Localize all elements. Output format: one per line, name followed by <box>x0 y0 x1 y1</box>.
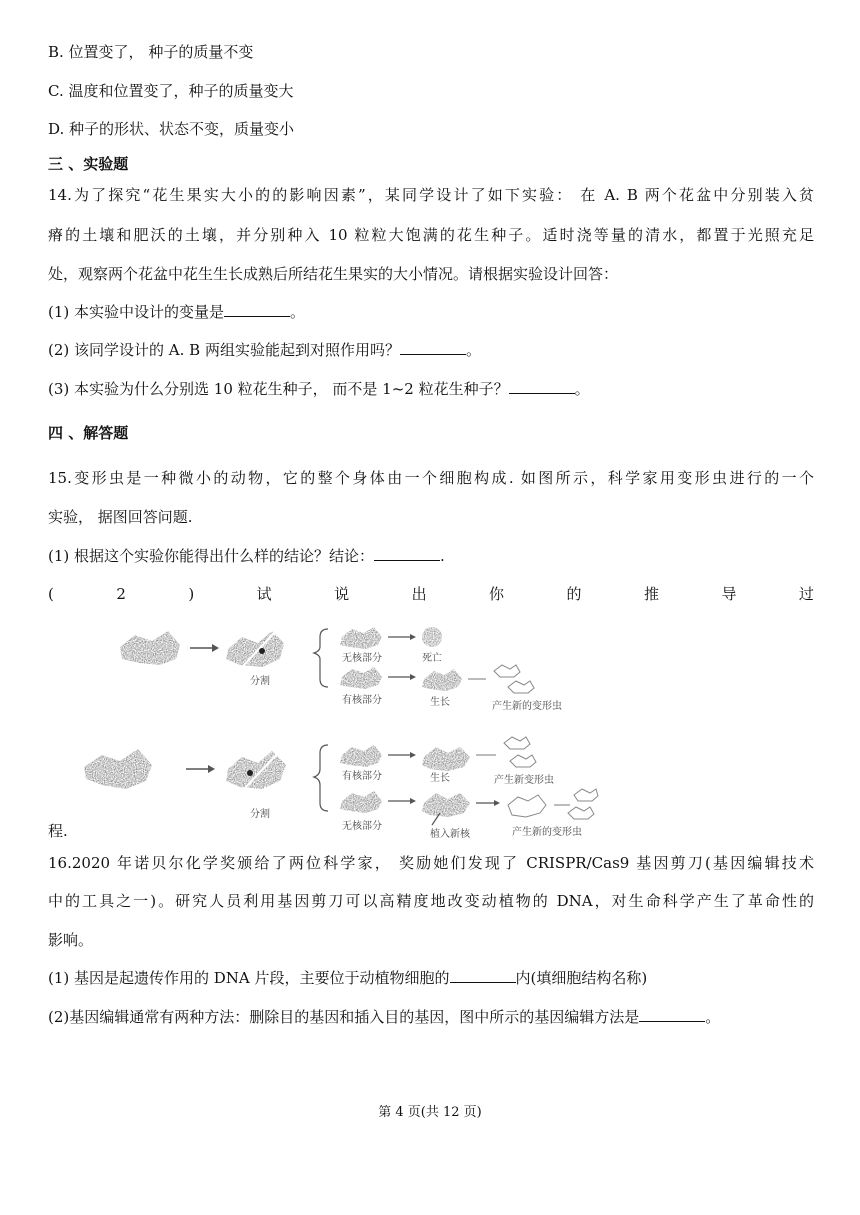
answer-blank[interactable] <box>450 968 516 983</box>
q14-sub1 <box>48 301 305 323</box>
q15-line1: 15.变形虫是一种微小的动物，它的整个身体由一个细胞构成. 如图所示，科学家用变形虫进行的一个 <box>48 469 814 487</box>
q14-sub2-end: 。 <box>465 341 481 359</box>
answer-blank[interactable] <box>509 379 575 394</box>
amoeba-experiment-diagram <box>80 617 600 842</box>
spaced-char: 过 <box>798 585 814 603</box>
arrow-head <box>494 800 500 806</box>
option-c: C. 温度和位置变了，种子的质量变大 <box>48 82 294 100</box>
option-b: B. 位置变了， 种子的质量不变 <box>48 43 254 61</box>
amoeba-nucleus-bottom <box>340 745 382 767</box>
amoeba-new-bottom-3 <box>574 789 598 801</box>
q16-sub2-end: 。 <box>705 1008 721 1026</box>
arrow-head <box>410 634 416 640</box>
answer-blank[interactable] <box>374 546 440 561</box>
section-3-heading: 三 、实验题 <box>48 155 129 173</box>
amoeba-new-bottom-2 <box>510 755 536 767</box>
label-split-top: 分割 <box>250 676 270 687</box>
amoeba-no-nucleus-bottom <box>340 791 382 813</box>
q14-sub3-end: 。 <box>574 380 590 398</box>
q16-line3: 影响。 <box>48 931 94 949</box>
spaced-char: 试 <box>256 585 272 603</box>
q16-sub1-text: (1) 基因是起遗传作用的 DNA 片段，主要位于动植物细胞的 <box>48 969 450 987</box>
bottom-row <box>84 737 598 840</box>
spaced-char: 的 <box>566 585 582 603</box>
q14-sub1-end: 。 <box>290 303 306 321</box>
amoeba-implanted <box>422 793 470 817</box>
label-grow-top: 生长 <box>430 697 450 708</box>
amoeba-new-bottom-1 <box>504 737 530 749</box>
amoeba-growing-top <box>422 669 462 691</box>
top-row <box>120 627 562 712</box>
spaced-char: 说 <box>334 585 350 603</box>
option-d: D. 种子的形状、状态不变，质量变小 <box>48 120 295 138</box>
spaced-char: 推 <box>643 585 659 603</box>
q16-line1: 16.2020 年诺贝尔化学奖颁给了两位科学家， 奖励她们发现了 CRISPR/Cas9 基因剪刀(基因编辑技术 <box>48 854 814 872</box>
label-new-bottom-1: 产生新变形虫 <box>494 775 554 786</box>
amoeba-nucleus-top <box>340 667 382 689</box>
page-footer: 第 4 页(共 12 页) <box>378 1105 482 1120</box>
arrow-head <box>212 644 219 652</box>
answer-blank[interactable] <box>224 302 290 317</box>
spaced-char: 2 <box>116 585 126 603</box>
spaced-char: ( <box>48 585 54 603</box>
label-nucleus-bottom: 有核部分 <box>342 771 382 782</box>
spaced-char: 导 <box>721 585 737 603</box>
spaced-char: 你 <box>489 585 505 603</box>
answer-blank[interactable] <box>639 1007 705 1022</box>
arrow-head <box>410 674 416 680</box>
q14-line2: 瘠的土壤和肥沃的土壤，并分别种入 10 粒粒大饱满的花生种子。适时浇等量的清水，都置于光照充足 <box>48 226 814 244</box>
amoeba-split-top <box>226 631 284 667</box>
label-no-nucleus-top: 无核部分 <box>342 653 382 664</box>
q16-sub2 <box>48 1006 720 1028</box>
q15-sub1-end: . <box>440 547 445 565</box>
q16-sub1 <box>48 967 647 989</box>
section-4-heading: 四 、解答题 <box>48 424 129 442</box>
amoeba-growing-bottom <box>422 747 470 771</box>
label-grow-bottom: 生长 <box>430 773 450 784</box>
amoeba-whole-bottom <box>84 749 152 789</box>
label-nucleus-top: 有核部分 <box>342 695 382 706</box>
q14-sub3 <box>48 378 590 400</box>
spaced-char: ) <box>188 585 195 603</box>
label-new-top: 产生新的变形虫 <box>492 701 562 712</box>
arrow-head <box>410 752 416 758</box>
q15-sub1-text: (1) 根据这个实验你能得出什么样的结论？结论： <box>48 547 375 565</box>
q14-sub1-text: (1) 本实验中设计的变量是 <box>48 303 225 321</box>
amoeba-regrown <box>508 795 546 817</box>
label-no-nucleus-bottom: 无核部分 <box>342 821 382 832</box>
q15-sub2-spaced <box>48 583 814 605</box>
q14-line1: 14.为了探究“花生果实大小的的影响因素”，某同学设计了如下实验： 在 A. B 两个花盆中分别装入贫 <box>48 186 814 204</box>
q16-line2: 中的工具之一)。研究人员利用基因剪刀可以高精度地改变动植物的 DNA，对生命科学产生了革命性的 <box>48 892 814 910</box>
q16-sub2-text: (2)基因编辑通常有两种方法：删除目的基因和插入目的基因，图中所示的基因编辑方法是 <box>48 1008 640 1026</box>
nucleus <box>259 648 265 654</box>
q14-sub2 <box>48 339 481 361</box>
q14-line3: 处，观察两个花盆中花生生长成熟后所结花生果实的大小情况。请根据实验设计回答： <box>48 265 619 283</box>
nucleus <box>247 770 253 776</box>
q15-line2: 实验， 据图回答问题. <box>48 508 193 526</box>
dead-cell <box>422 627 442 647</box>
spaced-char: 出 <box>411 585 427 603</box>
amoeba-no-nucleus-top <box>340 627 382 649</box>
brace-top <box>314 629 328 687</box>
arrow-head <box>208 765 215 773</box>
answer-blank[interactable] <box>400 340 466 355</box>
label-implant: 植入新核 <box>430 829 470 840</box>
q14-sub3-text: (3) 本实验为什么分别选 10 粒花生种子， 而不是 1~2 粒花生种子？ <box>48 380 509 398</box>
amoeba-whole-top <box>120 631 180 665</box>
label-death: 死亡 <box>422 653 442 664</box>
amoeba-new-top-1 <box>494 665 520 677</box>
q15-sub2-end: 程. <box>48 822 68 840</box>
amoeba-new-top-2 <box>508 681 534 693</box>
brace-bottom <box>314 745 328 811</box>
amoeba-split-bottom <box>226 751 286 789</box>
label-new-bottom-2: 产生新的变形虫 <box>512 827 582 838</box>
q16-sub1-end: 内(填细胞结构名称) <box>515 969 648 987</box>
amoeba-new-bottom-4 <box>568 807 594 819</box>
arrow-head <box>410 798 416 804</box>
label-split-bottom: 分割 <box>250 809 270 820</box>
q14-sub2-text: (2) 该同学设计的 A. B 两组实验能起到对照作用吗？ <box>48 341 400 359</box>
q15-sub1 <box>48 545 445 567</box>
